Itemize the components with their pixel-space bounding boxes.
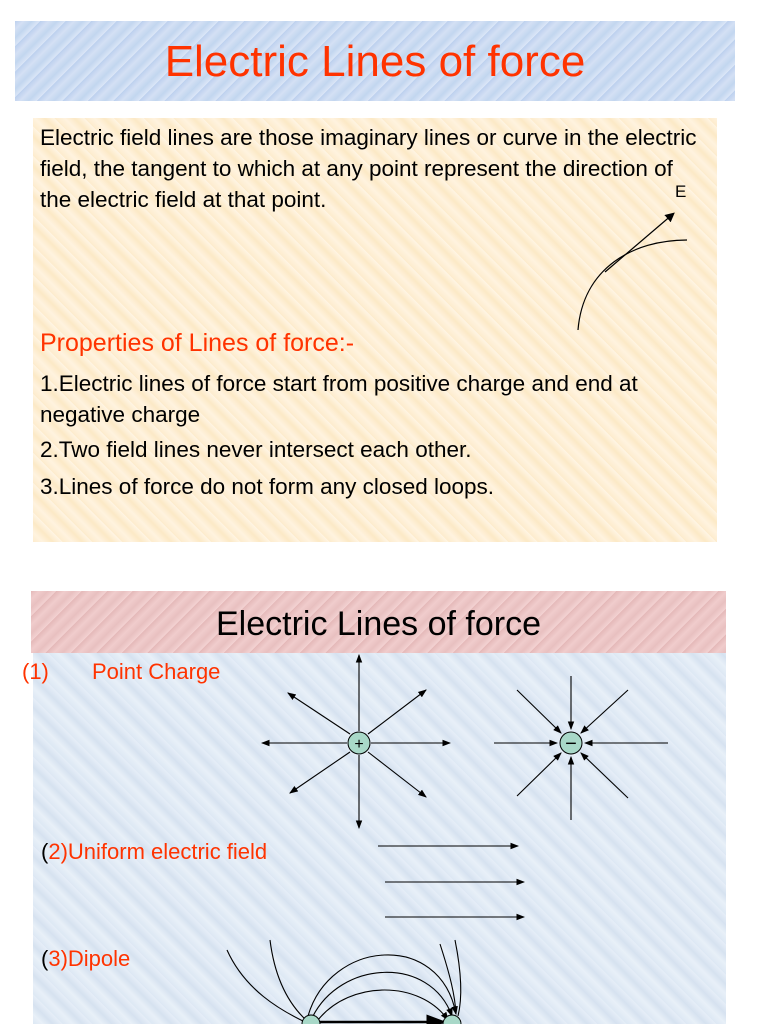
property-2: 2.Two field lines never intersect each other. — [40, 437, 472, 462]
positive-symbol: + — [354, 736, 364, 753]
property-3: 3.Lines of force do not form any closed loops. — [40, 474, 495, 499]
properties-heading: Properties of Lines of force:- — [40, 329, 355, 357]
section-3-paren: ( — [41, 946, 49, 971]
uniform-field-lines — [378, 846, 524, 917]
negative-symbol: − — [565, 733, 577, 755]
dipole-field — [227, 940, 461, 1022]
field-label-e: E — [675, 182, 687, 201]
dipole-positive-charge — [302, 1015, 320, 1024]
property-1: 1.Electric lines of force start from positive charge and end at negative charge — [40, 371, 638, 427]
slide2-title: Electric Lines of force — [215, 605, 542, 643]
section-1-number: (1) — [22, 659, 49, 684]
slide1-title: Electric Lines of force — [164, 37, 586, 86]
section-2-text: 2)Uniform electric field — [48, 839, 268, 864]
section-1-label: Point Charge — [92, 659, 221, 684]
definition-text: Electric field lines are those imaginary lines or curve in the electric field, the tangent to which at any point represent the direction of the electric field at that point. — [40, 125, 697, 212]
section-3-text: 3)Dipole — [48, 946, 131, 971]
section-2-paren: ( — [41, 839, 49, 864]
